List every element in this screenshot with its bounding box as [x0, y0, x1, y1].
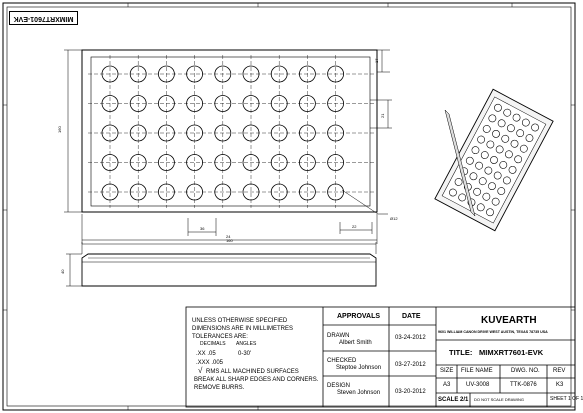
drawing-number-corner: MIMXRT7601-EVK	[9, 11, 78, 25]
date-header: DATE	[402, 313, 421, 320]
hole	[271, 155, 287, 171]
notes-finish-3: REMOVE BURRS.	[194, 385, 245, 391]
drawn-name: Albert Smith	[339, 340, 372, 346]
dwg-no-value: TTK-0876	[510, 382, 537, 388]
finish-check-icon: √	[198, 366, 203, 375]
drawn-date: 03-24-2012	[395, 335, 426, 341]
dim-top-offset: 17	[374, 58, 379, 63]
design-date: 03-20-2012	[395, 389, 426, 395]
file-name-label: FILE NAME	[461, 368, 493, 374]
notes-tol-xxx: .XXX .005	[196, 360, 224, 366]
design-label: DESIGN	[327, 383, 351, 389]
dim-diameter: Ø12	[390, 216, 398, 221]
notes-decimals: DECIMALS	[200, 341, 226, 347]
file-name-value: UV-3008	[466, 382, 490, 388]
dwg-no-label: DWG. NO.	[511, 368, 540, 374]
notes-line-3: TOLERANCES ARE:	[192, 334, 248, 340]
rev-label: REV	[553, 368, 566, 374]
hole	[271, 184, 287, 200]
notes-tol-angle: 0-30'	[238, 351, 252, 357]
notes-line-2: DIMENSIONS ARE IN MILLIMETRES	[192, 326, 294, 332]
notes-line-1: UNLESS OTHERWISE SPECIFIED	[192, 318, 288, 324]
drawn-label: DRAWN	[327, 333, 350, 339]
side-view	[66, 242, 376, 286]
dimension-lines	[64, 50, 392, 244]
checked-date: 03-27-2012	[395, 362, 426, 368]
rev-value: K3	[556, 382, 564, 388]
notes-finish-2: BREAK ALL SHARP EDGES AND CORNERS.	[194, 377, 319, 383]
dim-pitch-x: 36	[200, 226, 205, 231]
size-value: A3	[443, 382, 451, 388]
approvals-header: APPROVALS	[337, 313, 381, 320]
title-value: MIMXRT7601-EVK	[479, 348, 544, 357]
scale-label: SCALE 2/1	[438, 397, 469, 403]
company-address: 9601 WILLIAM CANON DRIVE WEST AUSTIN, TEXAS 78735 USA	[438, 330, 548, 334]
design-name: Steven Johnson	[337, 390, 381, 396]
company-name: KUVEARTH	[481, 315, 537, 326]
dim-height: 160	[57, 126, 62, 133]
notes-angles: ANGLES	[236, 341, 257, 347]
plan-view	[57, 50, 398, 244]
no-scale-note: DO NOT SCALE DRAWING	[474, 397, 525, 402]
title-label: TITLE:	[449, 348, 473, 357]
dim-pitch-y: 21	[380, 113, 385, 118]
dim-side-length: 160	[226, 238, 233, 243]
hole	[187, 155, 203, 171]
dim-right-offset: 22	[352, 224, 357, 229]
notes-tol-xx: .XX .05	[196, 351, 216, 357]
dim-width: 24	[226, 234, 231, 239]
checked-name: Steptoe Johnson	[336, 365, 382, 371]
size-label: SIZE	[440, 368, 454, 374]
hole	[187, 184, 203, 200]
sheet-number: SHEET 1 OF 1	[550, 396, 583, 402]
isometric-view	[435, 89, 553, 230]
dim-side-height: 40	[60, 269, 65, 274]
notes-finish-1: RMS ALL MACHINED SURFACES	[206, 369, 299, 375]
checked-label: CHECKED	[327, 358, 357, 364]
